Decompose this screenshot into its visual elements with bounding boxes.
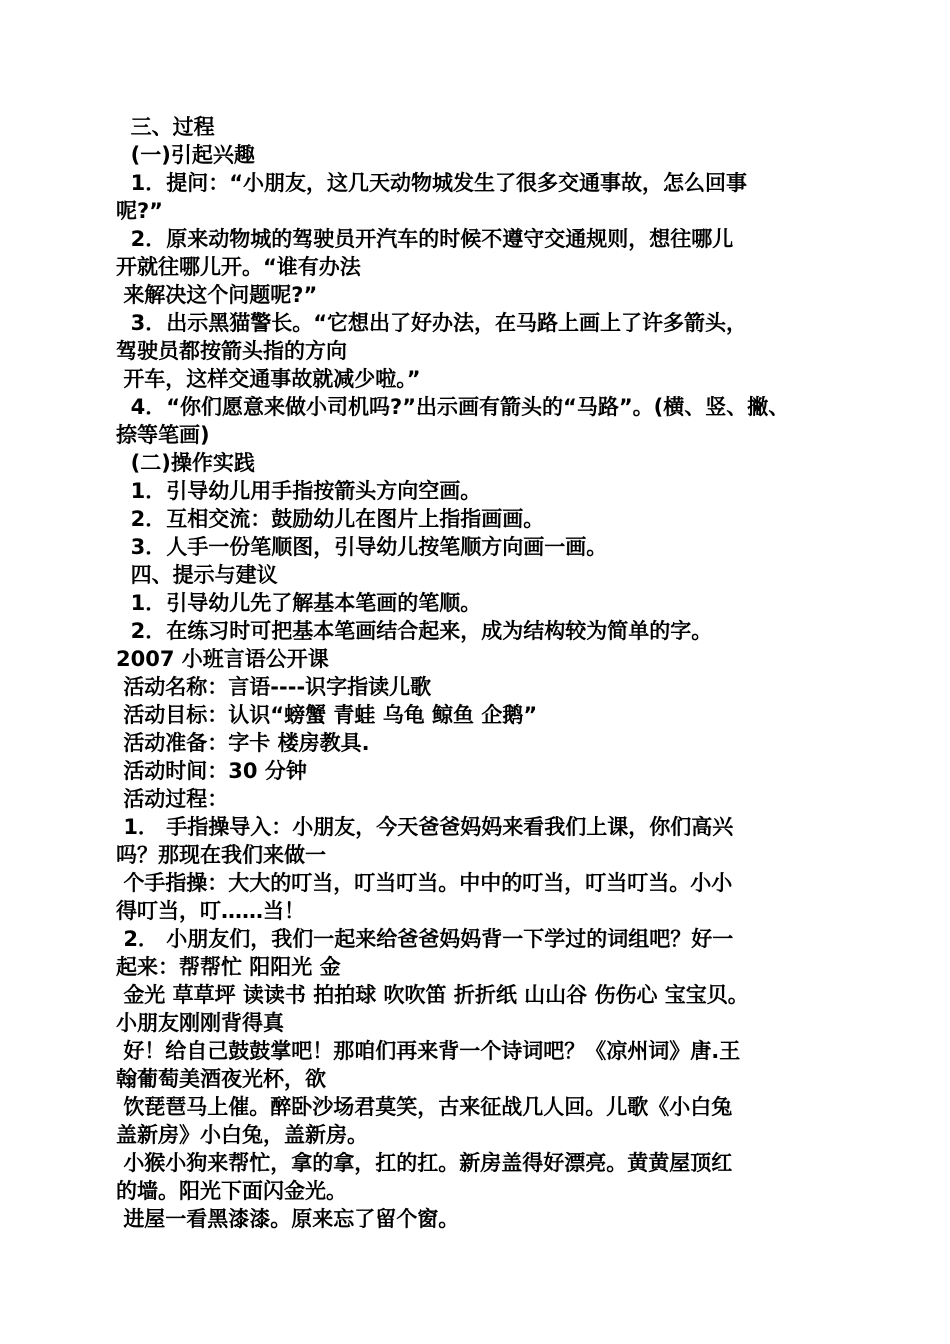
text-line: 1．提问：“小朋友，这几天动物城发生了很多交通事故，怎么回事 [116, 171, 748, 195]
text-line: 得叮当，叮……当！ [116, 899, 305, 923]
text-line: 1． 手指操导入：小朋友，今天爸爸妈妈来看我们上课，你们高兴 [116, 815, 734, 839]
text-line: 饮琵琶马上催。醉卧沙场君莫笑，古来征战几人回。儿歌《小白兔 [116, 1095, 733, 1119]
text-line: 四、提示与建议 [116, 563, 278, 587]
text-line: 2．互相交流：鼓励幼儿在图片上指指画画。 [116, 507, 545, 531]
text-line: 小朋友刚刚背得真 [116, 1011, 284, 1035]
text-line: 3．人手一份笔顺图，引导幼儿按笔顺方向画一画。 [116, 535, 608, 559]
text-line: 活动过程： [116, 787, 229, 811]
text-line: 来解决这个问题呢?” [116, 283, 318, 307]
text-line: 活动准备：字卡 楼房教具. [116, 731, 370, 755]
text-line: 三、过程 [116, 115, 215, 139]
text-line: 2．在练习时可把基本笔画结合起来，成为结构较为简单的字。 [116, 619, 713, 643]
text-line: (二)操作实践 [116, 451, 255, 475]
text-line: 好！给自己鼓鼓掌吧！那咱们再来背一个诗词吧？《凉州词》唐.王 [116, 1039, 741, 1063]
text-line: 呢?” [116, 199, 163, 223]
text-line: 1．引导幼儿先了解基本笔画的笔顺。 [116, 591, 482, 615]
text-line: 3．出示黑猫警长。“它想出了好办法，在马路上画上了许多箭头， [116, 311, 748, 335]
text-line: 2007 小班言语公开课 [116, 647, 329, 671]
document-body [116, 113, 836, 1233]
text-line: 活动名称：言语----识字指读儿歌 [116, 675, 432, 699]
text-line: 开就往哪儿开。“谁有办法 [116, 255, 361, 279]
text-line: 开车，这样交通事故就减少啦。” [116, 367, 421, 391]
text-line: 捺等笔画) [116, 423, 210, 447]
text-line: 盖新房》小白兔，盖新房。 [116, 1123, 368, 1147]
text-line: 的墙。阳光下面闪金光。 [116, 1179, 347, 1203]
text-line: 个手指操：大大的叮当，叮当叮当。中中的叮当，叮当叮当。小小 [116, 871, 733, 895]
text-line: 1．引导幼儿用手指按箭头方向空画。 [116, 479, 482, 503]
text-line: 2． 小朋友们，我们一起来给爸爸妈妈背一下学过的词组吧？好一 [116, 927, 734, 951]
text-line: 驾驶员都按箭头指的方向 [116, 339, 347, 363]
text-line: 4．“你们愿意来做小司机吗?”出示画有箭头的“马路”。(横、竖、撇、 [116, 395, 790, 419]
text-line: 小猴小狗来帮忙，拿的拿，扛的扛。新房盖得好漂亮。黄黄屋顶红 [116, 1151, 733, 1175]
text-line: 金光 草草坪 读读书 拍拍球 吹吹笛 折折纸 山山谷 伤伤心 宝宝贝。 [116, 983, 749, 1007]
text-line: 翰葡萄美酒夜光杯，欲 [116, 1067, 326, 1091]
text-line: 进屋一看黑漆漆。原来忘了留个窗。 [116, 1207, 460, 1231]
text-line: 吗？那现在我们来做一 [116, 843, 326, 867]
text-line: 活动时间：30 分钟 [116, 759, 307, 783]
text-line: 起来：帮帮忙 阳阳光 金 [116, 955, 341, 979]
text-line: 活动目标：认识“螃蟹 青蛙 乌龟 鲸鱼 企鹅” [116, 703, 538, 727]
text-line: 2．原来动物城的驾驶员开汽车的时候不遵守交通规则，想往哪儿 [116, 227, 734, 251]
text-line: (一)引起兴趣 [116, 143, 255, 167]
